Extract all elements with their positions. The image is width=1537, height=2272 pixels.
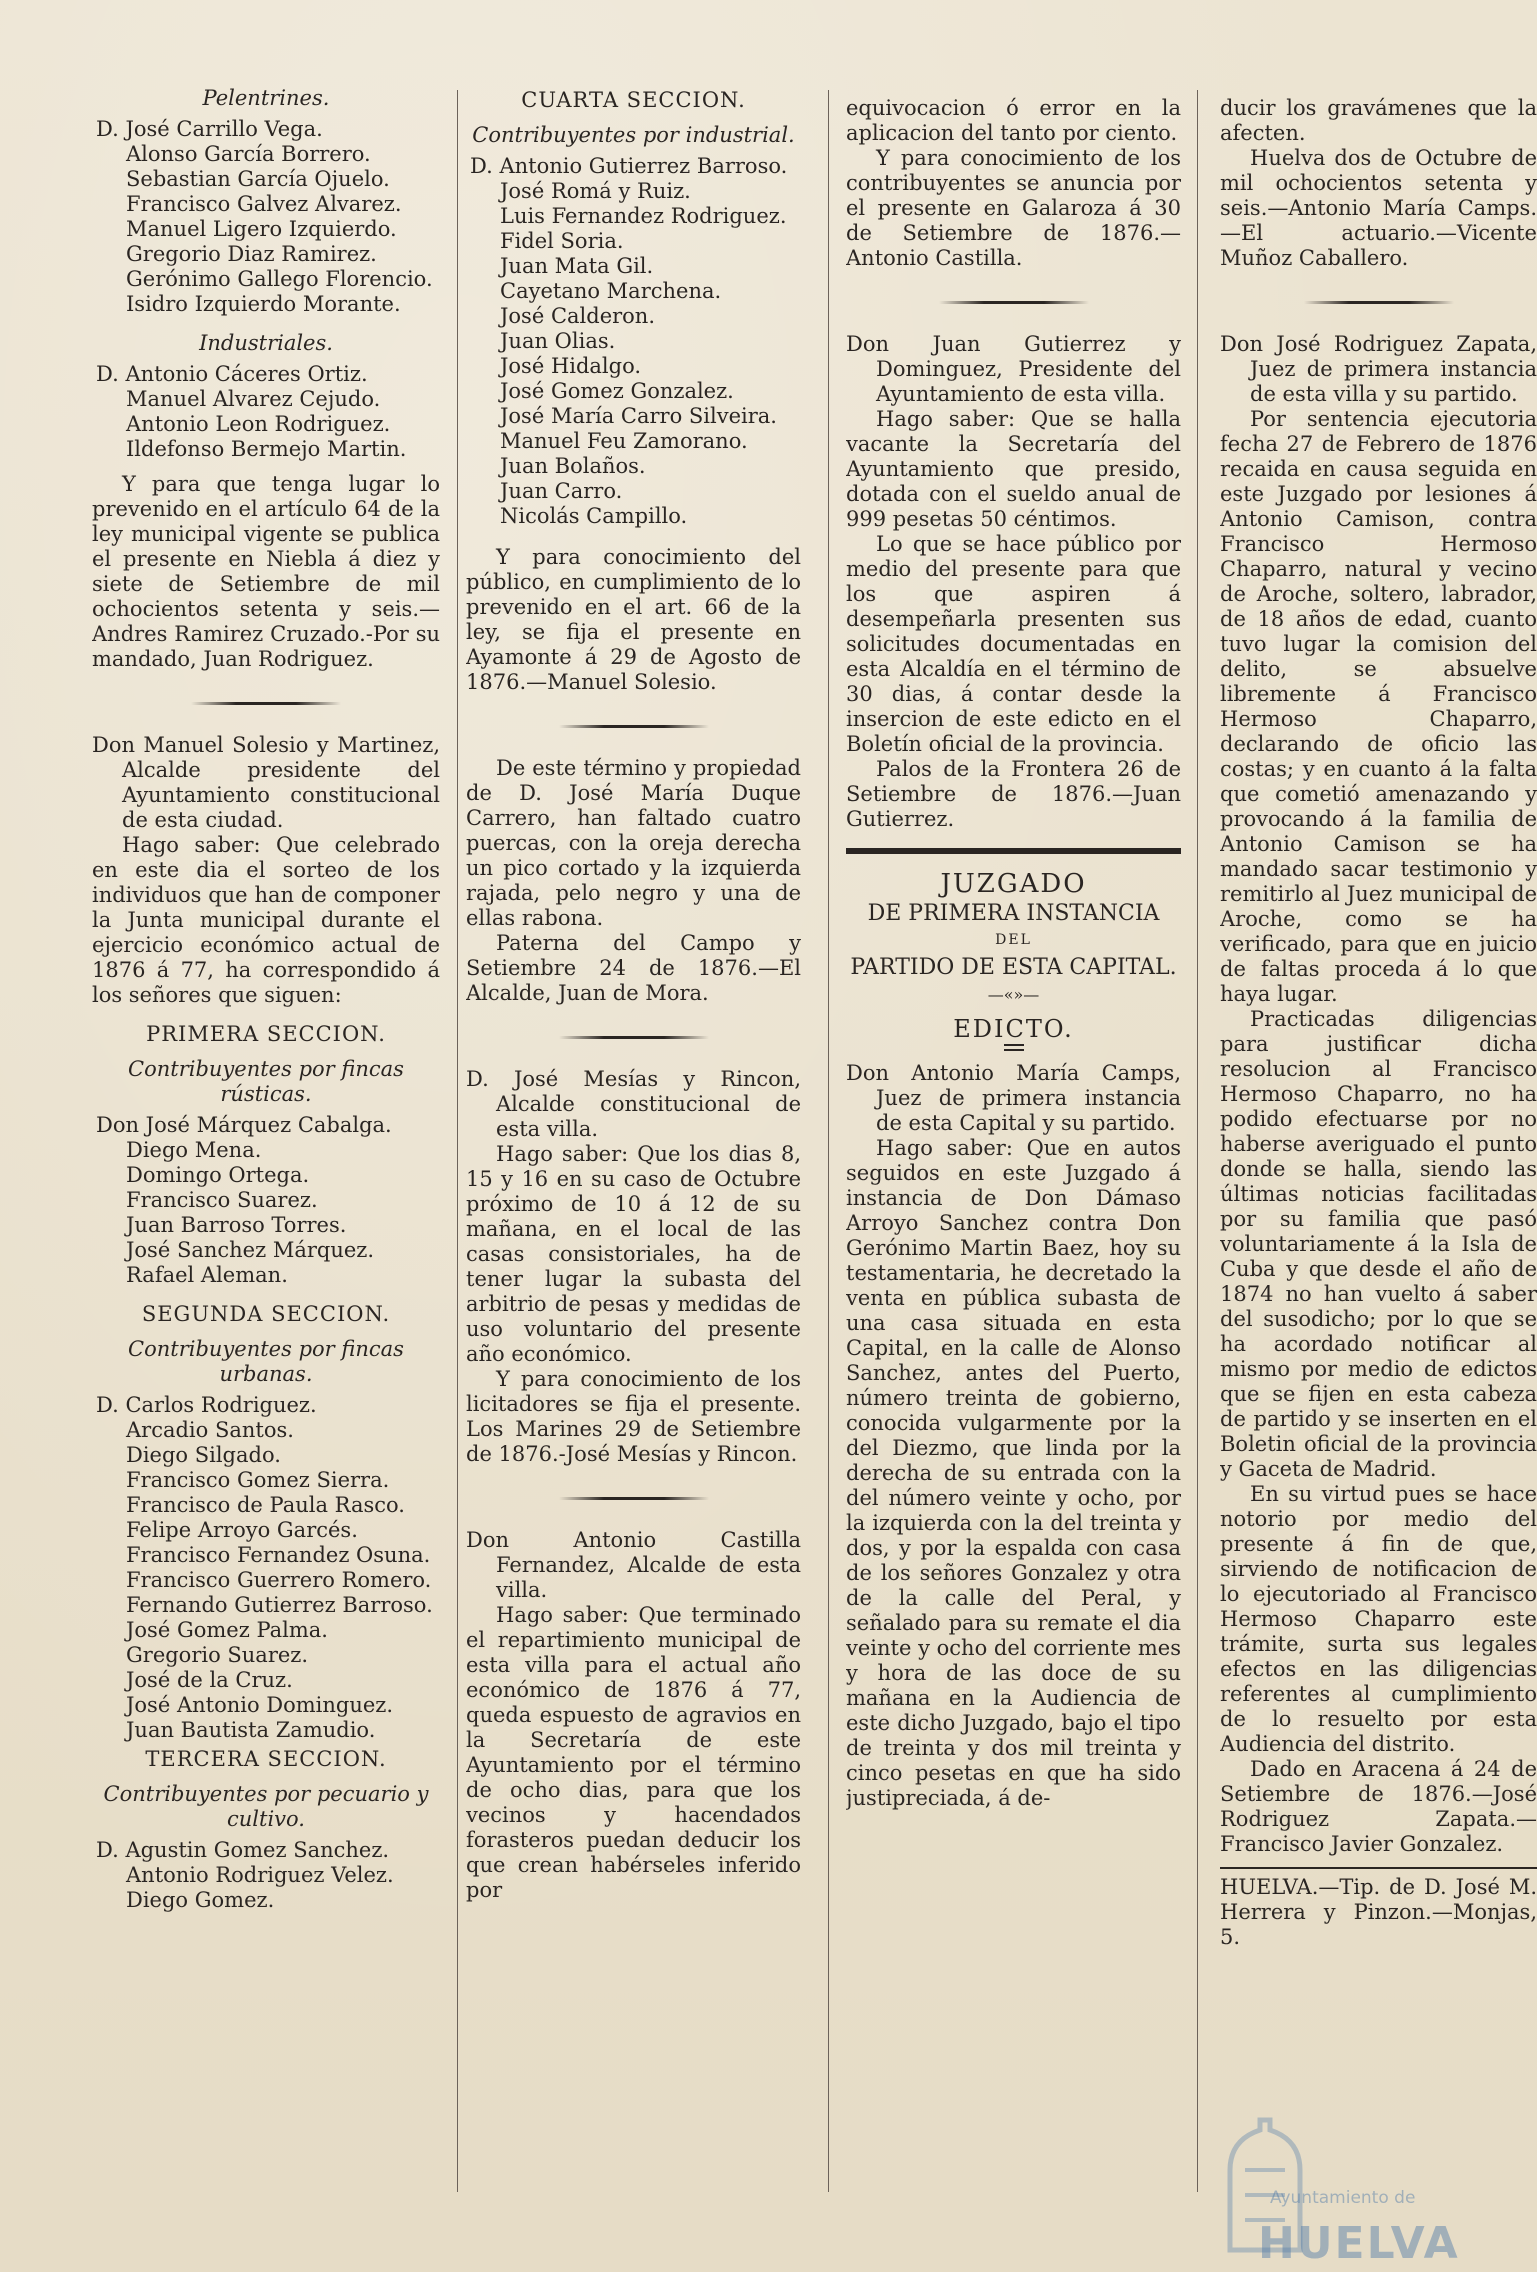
list-item: Francisco Guerrero Romero. bbox=[126, 1568, 432, 1592]
list-item: José Sanchez Márquez. bbox=[126, 1238, 375, 1262]
section-title: PRIMERA SECCION. bbox=[146, 1022, 386, 1046]
separator-rule bbox=[939, 301, 1089, 304]
list-item: Francisco Suarez. bbox=[126, 1188, 318, 1212]
list-item: Juan Bolaños. bbox=[500, 454, 646, 478]
notice-text: Y para que tenga lugar lo prevenido en el artículo 64 de la ley municipal vigente se publica el presente en Niebla á diez y siete de Setiembre de mil ochocientos setenta y seis.—Andres Ramirez Cruzado.-Por su mandado, Juan Rodriguez. bbox=[92, 472, 440, 671]
column-2 bbox=[466, 80, 801, 2232]
list-item: José Gomez Palma. bbox=[126, 1618, 328, 1642]
separator-rule bbox=[1304, 301, 1454, 304]
court-partido: PARTIDO DE ESTA CAPITAL. bbox=[850, 955, 1177, 980]
list-item: Juan Mata Gil. bbox=[500, 254, 654, 278]
section-rule bbox=[846, 848, 1181, 854]
list-item: Gregorio Diaz Ramirez. bbox=[126, 242, 377, 266]
list-item: Francisco Galvez Alvarez. bbox=[126, 192, 402, 216]
list-item: Fernando Gutierrez Barroso. bbox=[126, 1593, 433, 1617]
notice-heading: Don Juan Gutierrez y Dominguez, Presidente del Ayuntamiento de esta villa. bbox=[846, 332, 1181, 406]
notice-heading: D. José Mesías y Rincon, Alcalde constitucional de esta villa. bbox=[466, 1067, 801, 1141]
list-item: Diego Gomez. bbox=[126, 1888, 275, 1912]
column-1 bbox=[92, 80, 440, 2232]
name-list bbox=[92, 1113, 440, 1288]
notice-signature: Palos de la Frontera 26 de Setiembre de 1876.—Juan Gutierrez. bbox=[846, 757, 1181, 831]
notice-text: ducir los gravámenes que la afecten. bbox=[1220, 96, 1537, 145]
notice-heading: Don José Rodriguez Zapata, Juez de primera instancia de esta villa y su partido. bbox=[1220, 332, 1537, 406]
section-caption: Contribuyentes por industrial. bbox=[472, 123, 795, 147]
notice-signature: Dado en Aracena á 24 de Setiembre de 1876.—José Rodriguez Zapata.—Francisco Javier Gonzalez. bbox=[1220, 1757, 1537, 1856]
list-item: Diego Mena. bbox=[126, 1138, 262, 1162]
list-item: Antonio Rodriguez Velez. bbox=[126, 1863, 394, 1887]
list-item: Sebastian García Ojuelo. bbox=[126, 167, 390, 191]
list-item: Gregorio Suarez. bbox=[126, 1643, 309, 1667]
list-item: Gerónimo Gallego Florencio. bbox=[126, 267, 433, 291]
watermark-line1: Ayuntamiento de bbox=[1270, 2188, 1416, 2208]
list-item: Isidro Izquierdo Morante. bbox=[126, 292, 401, 316]
list-item: Nicolás Campillo. bbox=[500, 504, 688, 528]
section-caption: Contribuyentes por fincas urbanas. bbox=[128, 1337, 404, 1386]
list-item: Juan Olias. bbox=[500, 329, 616, 353]
list-item: Manuel Ligero Izquierdo. bbox=[126, 217, 397, 241]
column-3 bbox=[846, 96, 1181, 2232]
list-item: Alonso García Borrero. bbox=[126, 142, 371, 166]
list-item: José de la Cruz. bbox=[126, 1668, 293, 1692]
section-title: TERCERA SECCION. bbox=[145, 1747, 387, 1771]
court-title: JUZGADO bbox=[940, 869, 1087, 899]
list-item: José Gomez Gonzalez. bbox=[500, 379, 734, 403]
notice-text: Hago saber: Que celebrado en este dia el sorteo de los individuos que han de componer la Junta municipal durante el ejercicio económico actual de 1876 á 77, ha correspondido á los señores que siguen: bbox=[92, 833, 440, 1007]
notice-text: De este término y propiedad de D. José María Duque Carrero, han faltado cuatro puercas, con la oreja derecha un pico cortado y la izquierda rajada, pelo negro y una de ellas rabona. bbox=[466, 756, 801, 930]
notice-text: Practicadas diligencias para justificar dicha resolucion al Francisco Hermoso Chaparro, no ha podido efectuarse por no haberse averiguado el punto donde se halla, siendo las últimas noticias facilitadas por su familia que pasó voluntariamente á la Isla de Cuba y que desde el año de 1874 no han vuelto á saber del susodicho; por lo que se ha acordado notificar al mismo por medio de edictos que se fijen en esta cabeza de partido y se inserten en el Boletin oficial de la provincia y Gaceta de Madrid. bbox=[1220, 1007, 1537, 1481]
list-item: Felipe Arroyo Garcés. bbox=[126, 1518, 358, 1542]
imprint-text: HUELVA.—Tip. de D. José M. Herrera y Pinzon.—Monjas, 5. bbox=[1220, 1875, 1537, 1949]
notice-heading: Don Antonio Castilla Fernandez, Alcalde de esta villa. bbox=[466, 1528, 801, 1602]
column-divider bbox=[457, 90, 458, 2192]
list-item: D. Agustin Gomez Sanchez. bbox=[96, 1838, 390, 1862]
section-caption: Contribuyentes por fincas rústicas. bbox=[128, 1057, 404, 1106]
separator-rule bbox=[559, 1036, 709, 1039]
column-divider bbox=[1197, 90, 1198, 2192]
notice-text: Hago saber: Que en autos seguidos en este Juzgado á instancia de Don Dámaso Arroyo Sanchez contra Don Gerónimo Martin Baez, hoy su testamentaria, he decretado la venta en pública subasta de una casa situada en esta Capital, en la calle de Alonso Sanchez, antes del Puerto, número treinta de gobierno, conocida vulgarmente por la del Diezmo, que linda por la derecha de su entrada con la del número veinte y ocho, por la izquierda con la del treinta y dos, y por la espalda con casa de los señores Gonzalez y otra de la calle del Peral, y señalado para su remate el dia veinte y ocho del corriente mes y hora de las doce de su mañana en la Audiencia de este dicho Juzgado, bajo el tipo de treinta y dos mil treinta y cinco pesetas en que ha sido justipreciada, á de- bbox=[846, 1136, 1181, 1810]
notice-text: Lo que se hace público por medio del presente para que los que aspiren á desempeñarla presenten sus solicitudes documentadas en esta Alcaldía en el término de 30 dias, á contar desde la insercion de este edicto en el Boletín oficial de la provincia. bbox=[846, 532, 1181, 756]
list-item: Manuel Feu Zamorano. bbox=[500, 429, 748, 453]
notice-signature: Paterna del Campo y Setiembre 24 de 1876.—El Alcalde, Juan de Mora. bbox=[466, 931, 801, 1005]
name-list bbox=[92, 362, 440, 462]
list-item: D. Antonio Gutierrez Barroso. bbox=[470, 154, 788, 178]
separator-rule bbox=[191, 702, 341, 705]
double-rule bbox=[1004, 1044, 1024, 1051]
separator-rule bbox=[559, 725, 709, 728]
column-4 bbox=[1220, 96, 1537, 2232]
list-item: Cayetano Marchena. bbox=[500, 279, 722, 303]
column-divider bbox=[828, 90, 829, 2192]
section-caption: Industriales. bbox=[199, 331, 333, 355]
notice-text: Por sentencia ejecutoria fecha 27 de Febrero de 1876 recaida en causa seguida en este Juzgado por lesiones á Antonio Camison, contra Francisco Hermoso Chaparro, natural y vecino de Aroche, soltero, labrador, de 18 años de edad, cuanto tuvo lugar la comision del delito, se absuelve libremente á Francisco Hermoso Chaparro, declarando de oficio las costas; y en cuanto á la falta que cometió amenazando y provocando á la familia de Antonio Camison se ha mandado sacar testimonio y remitirlo al Juez municipal de Aroche, como se ha verificado, para que en juicio de faltas proceda á lo que haya lugar. bbox=[1220, 407, 1537, 1006]
court-del: DEL bbox=[995, 932, 1032, 948]
list-item: D. Antonio Cáceres Ortiz. bbox=[96, 362, 368, 386]
list-item: Ildefonso Bermejo Martin. bbox=[126, 437, 407, 461]
edicto-title: EDICTO. bbox=[953, 1015, 1074, 1043]
separator-rule bbox=[559, 1497, 709, 1500]
name-list bbox=[92, 1838, 440, 1913]
imprint bbox=[1220, 1867, 1537, 1950]
list-item: Fidel Soria. bbox=[500, 229, 624, 253]
list-item: José María Carro Silveira. bbox=[500, 404, 777, 428]
list-item: Francisco Fernandez Osuna. bbox=[126, 1543, 431, 1567]
list-item: José Antonio Dominguez. bbox=[126, 1693, 394, 1717]
notice-text: Hago saber: Que se halla vacante la Secretaría del Ayuntamiento que presido, dotada con el sueldo anual de 999 pesetas 50 céntimos. bbox=[846, 407, 1181, 531]
list-item: Francisco Gomez Sierra. bbox=[126, 1468, 390, 1492]
list-item: Antonio Leon Rodriguez. bbox=[126, 412, 391, 436]
list-item: Diego Silgado. bbox=[126, 1443, 281, 1467]
watermark-line2: HUELVA bbox=[1258, 2218, 1460, 2269]
list-item: D. José Carrillo Vega. bbox=[96, 117, 323, 141]
notice-text: Hago saber: Que los dias 8, 15 y 16 en su caso de Octubre próximo de 10 á 12 de su mañana, en el local de las casas consistoriales, ha de tener lugar la subasta del arbitrio de pesas y medidas de uso voluntario del presente año económico. bbox=[466, 1142, 801, 1366]
section-title: CUARTA SECCION. bbox=[521, 88, 746, 112]
list-item: D. Carlos Rodriguez. bbox=[96, 1393, 317, 1417]
list-item: Juan Bautista Zamudio. bbox=[126, 1718, 376, 1742]
notice-heading: Don Antonio María Camps, Juez de primera instancia de esta Capital y su partido. bbox=[846, 1061, 1181, 1135]
notice-text: Y para conocimiento del público, en cumplimiento de lo prevenido en el art. 66 de la ley, se fija el presente en Ayamonte á 29 de Agosto de 1876.—Manuel Solesio. bbox=[466, 545, 801, 694]
notice-signature: Y para conocimiento de los contribuyentes se anuncia por el presente en Galaroza á 30 de Setiembre de 1876.—Antonio Castilla. bbox=[846, 146, 1181, 270]
list-item: Arcadio Santos. bbox=[126, 1418, 294, 1442]
notice-signature: Huelva dos de Octubre de mil ochocientos setenta y seis.—Antonio María Camps.—El actuario.—Vicente Muñoz Caballero. bbox=[1220, 146, 1537, 270]
section-title: SEGUNDA SECCION. bbox=[141, 1302, 391, 1326]
ornament: —«»— bbox=[987, 985, 1040, 1004]
list-item: José Calderon. bbox=[500, 304, 655, 328]
notice-text: Hago saber: Que terminado el repartimiento municipal de esta villa para el actual año económico de 1876 á 77, queda espuesto de agravios en la Secretaría de este Ayuntamiento por el término de ocho dias, para que los vecinos y hacendados forasteros puedan deducir los que crean habérseles inferido por bbox=[466, 1603, 801, 1902]
name-list bbox=[466, 154, 801, 529]
list-item: Juan Carro. bbox=[500, 479, 623, 503]
notice-text: En su virtud pues se hace notorio por medio del presente á fin de que, sirviendo de notificacion de lo ejecutoriado al Francisco Hermoso Chaparro este trámite, surta sus legales efectos en las diligencias referentes al cumplimiento de lo resuelto por esta Audiencia del distrito. bbox=[1220, 1482, 1537, 1756]
section-caption: Pelentrines. bbox=[202, 86, 330, 110]
notice-heading: Don Manuel Solesio y Martinez, Alcalde presidente del Ayuntamiento constitucional de esta ciudad. bbox=[92, 733, 440, 832]
notice-signature: Y para conocimiento de los licitadores se fija el presente. Los Marines 29 de Setiembre de 1876.-José Mesías y Rincon. bbox=[466, 1367, 801, 1466]
list-item: José Romá y Ruiz. bbox=[500, 179, 691, 203]
list-item: Rafael Aleman. bbox=[126, 1263, 288, 1287]
name-list bbox=[92, 1393, 440, 1743]
court-subtitle: DE PRIMERA INSTANCIA bbox=[867, 901, 1160, 926]
list-item: Luis Fernandez Rodriguez. bbox=[500, 204, 787, 228]
list-item: Don José Márquez Cabalga. bbox=[96, 1113, 392, 1137]
name-list bbox=[92, 117, 440, 317]
list-item: Francisco de Paula Rasco. bbox=[126, 1493, 405, 1517]
list-item: Domingo Ortega. bbox=[126, 1163, 310, 1187]
list-item: José Hidalgo. bbox=[500, 354, 642, 378]
notice-text: equivocacion ó error en la aplicacion del tanto por ciento. bbox=[846, 96, 1181, 145]
list-item: Manuel Alvarez Cejudo. bbox=[126, 387, 381, 411]
list-item: Juan Barroso Torres. bbox=[126, 1213, 347, 1237]
section-caption: Contribuyentes por pecuario y cultivo. bbox=[103, 1782, 429, 1831]
